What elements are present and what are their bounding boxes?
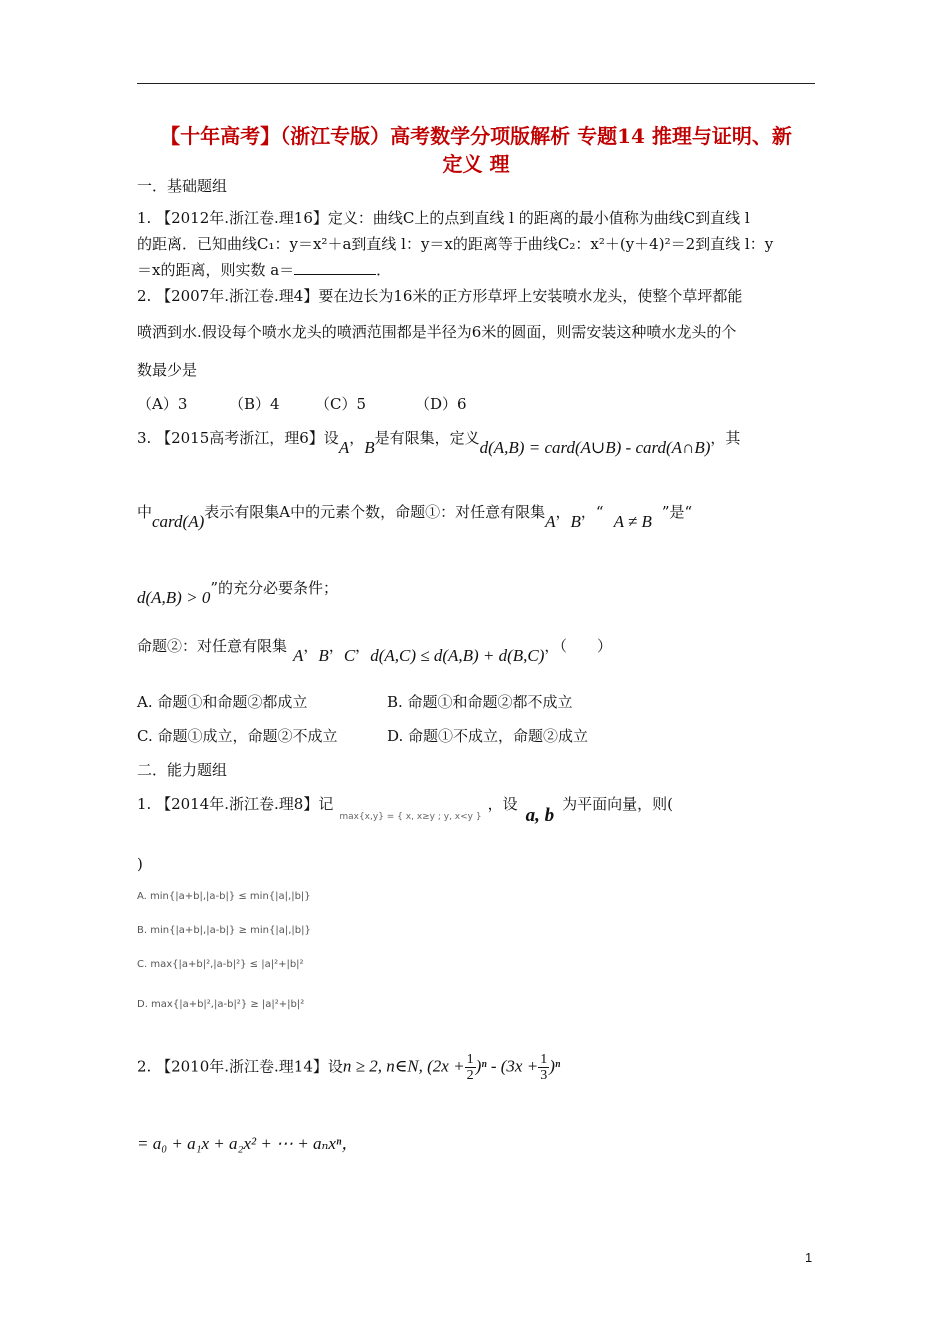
q3-set-b: B: [364, 438, 375, 457]
q3-l4-set-c: C: [343, 646, 356, 665]
q1-line-3-text: ＝x的距离，则实数 a＝: [137, 261, 295, 279]
q1-line-1: 1. 【2012年.浙江卷.理16】定义：曲线C上的点到直线 l 的距离的最小值称为曲线C到直线 l: [137, 209, 750, 227]
q3-card-a: card(A): [152, 512, 205, 531]
q3-line-3: [137, 578, 338, 607]
q3-l3-text: ”的充分必要条件；: [210, 579, 338, 597]
q3-option-a: A. 命题①和命题②都成立: [137, 693, 308, 711]
q3-end-text: ，其: [710, 429, 741, 447]
q3-set-a: A: [338, 438, 350, 457]
q3-options-row-1: [137, 692, 573, 712]
document-title: [137, 122, 815, 178]
q4-option-b: [137, 920, 311, 941]
q4-option-a: [137, 886, 311, 907]
q5-expansion-formula: = a₀ + a₁x + a₂x² + ⋯ + aₙxⁿ，: [137, 1134, 359, 1153]
q5-frac2-numerator: 1: [540, 1052, 548, 1067]
q3-l2-mid: 表示有限集A中的元素个数，命题①：对任意有限集: [204, 503, 546, 521]
q3-distance-formula: d(A,B) = card(A∪B) - card(A∩B): [479, 438, 711, 457]
q3-triangle-formula: d(A,C) ≤ d(A,B) + d(B,C): [370, 646, 545, 665]
q3-options-row-2: [137, 726, 588, 746]
q3-intro: 3. 【2015高考浙江，理6】设: [137, 429, 339, 447]
q3-l4-set-a: A: [293, 646, 304, 665]
q3-l2-set-b: B: [570, 512, 581, 531]
q3-mid-text: 是有限集，定义: [374, 429, 480, 447]
q4-post: 为平面向量，则(: [562, 795, 673, 813]
q5-frac1-numerator: 1: [466, 1052, 474, 1067]
q5-fraction-third: [538, 1052, 549, 1083]
q5-frac2-denominator: 3: [540, 1068, 548, 1083]
q3-l2-pre: 中: [137, 503, 153, 521]
header-rule: [137, 83, 815, 84]
q2-option-d: （D）6: [415, 395, 467, 413]
q4-close-paren: ): [137, 855, 143, 873]
q3-option-c: C. 命题①成立，命题②不成立: [137, 727, 338, 745]
q4-mid: ，设: [487, 795, 518, 813]
q3-quote-open: “: [595, 503, 604, 521]
q3-option-b: B. 命题①和命题②都不成立: [387, 693, 573, 711]
q2-line-1: 2. 【2007年.浙江卷.理4】要在边长为16米的正方形草坪上安装喷水龙头，使整个草坪都能: [137, 287, 743, 305]
q1-line-3: [137, 260, 391, 280]
q2-option-c: （C）5: [315, 395, 367, 413]
q2-line-2: 喷洒到水.假设每个喷水龙头的喷洒范围都是半径为6米的圆面，则需安装这种喷水龙头的个: [137, 323, 737, 341]
title-line-2: 定义 理: [442, 152, 510, 176]
q2-line-3: 数最少是: [137, 361, 198, 379]
q5-formula-part-b: )ⁿ - (3x +: [475, 1056, 539, 1076]
q3-l4-pre: 命题②：对任意有限集: [137, 637, 288, 655]
q5-line-2: [137, 1134, 358, 1154]
section-heading-ability: 二．能力题组: [137, 761, 228, 779]
q2-option-a: （A）3: [137, 395, 188, 413]
q3-line-1: 3. 【2015高考浙江，理6】设A，B是有限集，定义d(A,B) = card(A∪B) - card(A∩B)，其: [137, 429, 741, 457]
q1-line-2: 的距离．已知曲线C₁：y＝x²＋a到直线 l：y＝x的距离等于曲线C₂：x²＋(y＋4)²＝2到直线 l：y: [137, 235, 774, 253]
q4-max-definition: max{x,y} = { x, x≥y ; y, x<y }: [339, 812, 482, 822]
answer-blank: [294, 260, 376, 275]
q3-line-4: 命题②：对任意有限集 A，B，C，d(A,C) ≤ d(A,B) + d(B,C)，（ ）: [137, 637, 612, 665]
q5-formula-part-a: n ≥ 2, n∈N, (2x +: [342, 1056, 465, 1076]
q4-option-d-text: D. max{|a+b|²,|a-b|²} ≥ |a|²+|b|²: [137, 999, 305, 1010]
q3-line-2: 中card(A)表示有限集A中的元素个数，命题①：对任意有限集A，B，“ A ≠ B ”是“: [137, 503, 693, 531]
page-number: 1: [805, 1250, 813, 1265]
q5-intro: 2. 【2010年.浙江卷.理14】设: [137, 1057, 343, 1076]
q5-frac1-denominator: 2: [466, 1068, 474, 1083]
q3-positive-formula: d(A,B) > 0: [137, 588, 211, 607]
q4-option-c-text: C. max{|a+b|²,|a-b|²} ≤ |a|²+|b|²: [137, 959, 304, 970]
q4-intro: 1. 【2014年.浙江卷.理8】记: [137, 795, 334, 813]
section-heading-basic: 一．基础题组: [137, 177, 228, 195]
q5-formula-part-c: )ⁿ: [549, 1056, 561, 1076]
q3-quote-close: ”是“: [661, 503, 693, 521]
q3-l2-set-a: A: [545, 512, 556, 531]
q5-line-1: [137, 1052, 560, 1083]
q4-option-c: [137, 954, 304, 975]
q4-line-1: [137, 794, 673, 826]
q2-options: [137, 394, 467, 414]
q1-line-3-end: ．: [376, 261, 392, 279]
q4-option-a-text: A. min{|a+b|,|a-b|} ≤ min{|a|,|b|}: [137, 891, 311, 902]
title-line-1: 【十年高考】（浙江专版）高考数学分项版解析 专题14 推理与证明、新: [160, 124, 792, 148]
q5-fraction-half: [465, 1052, 476, 1083]
q3-option-d: D. 命题①不成立，命题②成立: [387, 727, 589, 745]
q4-vectors-ab: a, b: [525, 805, 555, 826]
q4-option-d: [137, 994, 304, 1015]
q4-option-b-text: B. min{|a+b|,|a-b|} ≥ min{|a|,|b|}: [137, 925, 311, 936]
q3-answer-paren: （ ）: [559, 637, 612, 655]
q3-l4-set-b: B: [318, 646, 329, 665]
q3-neq-formula: A ≠ B: [613, 512, 652, 531]
q2-option-b: （B）4: [229, 395, 280, 413]
